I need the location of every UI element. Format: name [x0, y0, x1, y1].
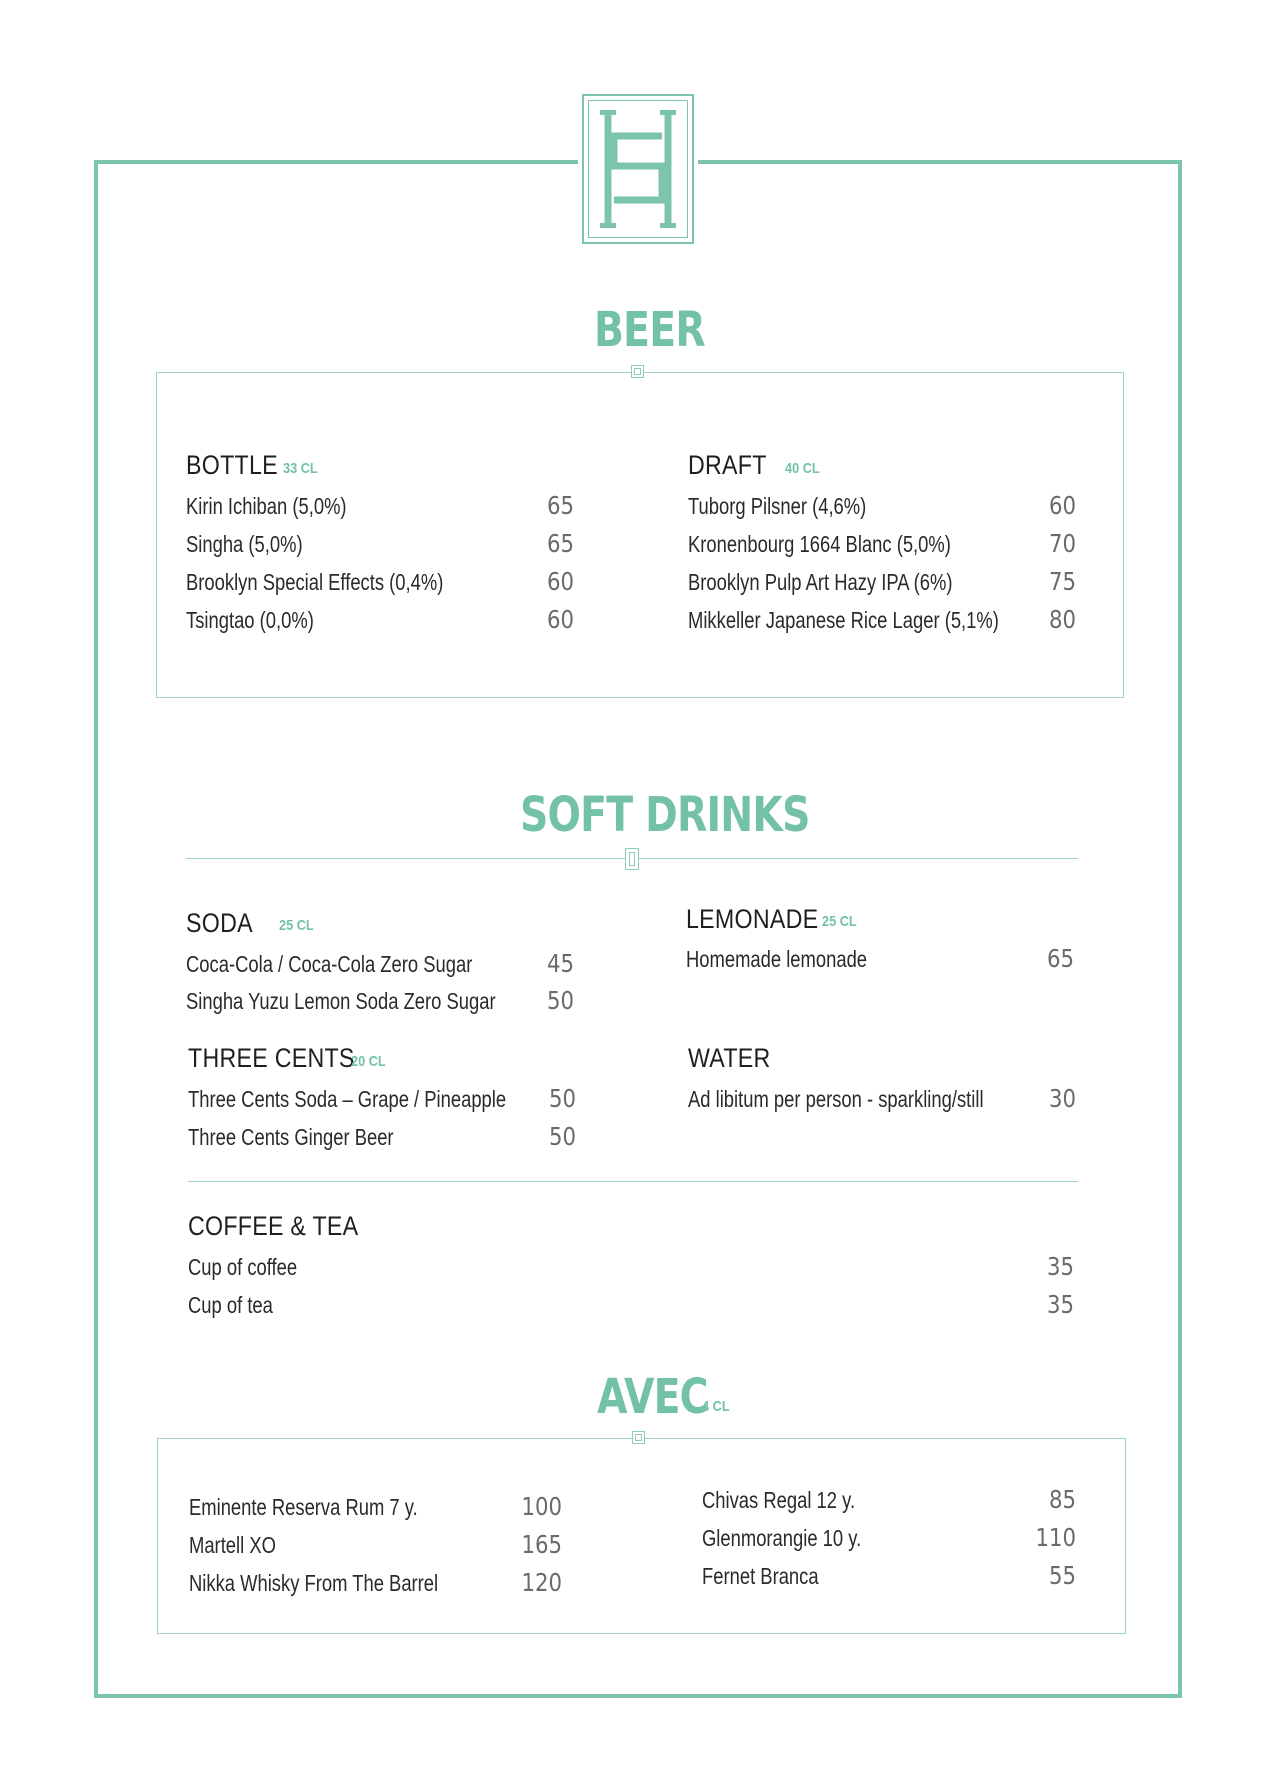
monogram-icon — [596, 106, 680, 232]
lemonade-volume: 25 CL — [822, 913, 857, 930]
menu-item-price: 80 — [1048, 605, 1076, 634]
menu-item-name: Ad libitum per person - sparkling/still — [688, 1086, 984, 1112]
menu-item-name: Kronenbourg 1664 Blanc (5,0%) — [688, 531, 951, 557]
menu-item-price: 120 — [521, 1568, 562, 1597]
coffee-tea-heading: COFFEE & TEA — [188, 1211, 359, 1241]
menu-item-price: 50 — [546, 986, 574, 1015]
menu-item-name: Homemade lemonade — [686, 946, 868, 972]
menu-item-price: 45 — [546, 949, 574, 978]
menu-item-name: Brooklyn Pulp Art Hazy IPA (6%) — [688, 569, 953, 595]
menu-item-price: 60 — [1048, 491, 1076, 520]
soft-drinks-title: SOFT DRINKS — [520, 787, 810, 843]
menu-item-name: Chivas Regal 12 y. — [702, 1487, 856, 1513]
menu-item-price: 50 — [548, 1122, 576, 1151]
three-cents-volume: 20 CL — [351, 1053, 386, 1070]
menu-item-name: Singha Yuzu Lemon Soda Zero Sugar — [186, 988, 496, 1014]
menu-item-name: Nikka Whisky From The Barrel — [189, 1570, 439, 1596]
menu-item-price: 100 — [521, 1492, 562, 1521]
menu-item-price: 50 — [548, 1084, 576, 1113]
bottle-heading: BOTTLE — [186, 450, 278, 480]
lemonade-heading: LEMONADE — [686, 904, 819, 934]
menu-item-name: Three Cents Ginger Beer — [188, 1124, 394, 1150]
menu-item-name: Mikkeller Japanese Rice Lager (5,1%) — [688, 607, 999, 633]
menu-item-price: 75 — [1048, 567, 1076, 596]
menu-item-name: Eminente Reserva Rum 7 y. — [189, 1494, 418, 1520]
menu-item-price: 70 — [1048, 529, 1076, 558]
menu-item-name: Cup of coffee — [188, 1254, 298, 1280]
menu-item-name: Fernet Branca — [702, 1563, 819, 1589]
three-cents-heading: THREE CENTS — [188, 1043, 355, 1073]
menu-item-price: 65 — [546, 491, 574, 520]
menu-item-price: 85 — [1048, 1485, 1076, 1514]
menu-item-price: 35 — [1046, 1290, 1074, 1319]
beer-title: BEER — [594, 302, 705, 358]
menu-item-price: 60 — [546, 605, 574, 634]
menu-item-price: 35 — [1046, 1252, 1074, 1281]
ornament-knot — [631, 365, 644, 378]
ornament-knot — [632, 1431, 645, 1444]
avec-volume: 4 CL — [702, 1398, 730, 1415]
water-heading: WATER — [688, 1043, 771, 1073]
soda-heading: SODA — [186, 908, 253, 938]
divider — [188, 1181, 1078, 1182]
menu-item-price: 55 — [1048, 1561, 1076, 1590]
avec-title: AVEC — [597, 1369, 708, 1425]
bottle-volume: 33 CL — [283, 460, 318, 477]
draft-heading: DRAFT — [688, 450, 767, 480]
menu-item-name: Three Cents Soda – Grape / Pineapple — [188, 1086, 507, 1112]
menu-item-name: Singha (5,0%) — [186, 531, 303, 557]
menu-item-name: Kirin Ichiban (5,0%) — [186, 493, 347, 519]
logo — [578, 92, 698, 246]
menu-item-price: 165 — [521, 1530, 562, 1559]
menu-item-name: Cup of tea — [188, 1292, 273, 1318]
menu-item-name: Brooklyn Special Effects (0,4%) — [186, 569, 444, 595]
menu-item-name: Tsingtao (0,0%) — [186, 607, 314, 633]
ornament-knot — [625, 848, 639, 870]
draft-volume: 40 CL — [785, 460, 820, 477]
menu-item-name: Coca-Cola / Coca-Cola Zero Sugar — [186, 951, 473, 977]
avec-box — [157, 1438, 1126, 1634]
menu-item-price: 60 — [546, 567, 574, 596]
menu-item-price: 110 — [1035, 1523, 1076, 1552]
menu-item-price: 65 — [1046, 944, 1074, 973]
menu-item-name: Tuborg Pilsner (4,6%) — [688, 493, 867, 519]
menu-item-price: 30 — [1048, 1084, 1076, 1113]
menu-item-name: Glenmorangie 10 y. — [702, 1525, 862, 1551]
soda-volume: 25 CL — [279, 917, 314, 934]
menu-item-name: Martell XO — [189, 1532, 276, 1558]
menu-item-price: 65 — [546, 529, 574, 558]
